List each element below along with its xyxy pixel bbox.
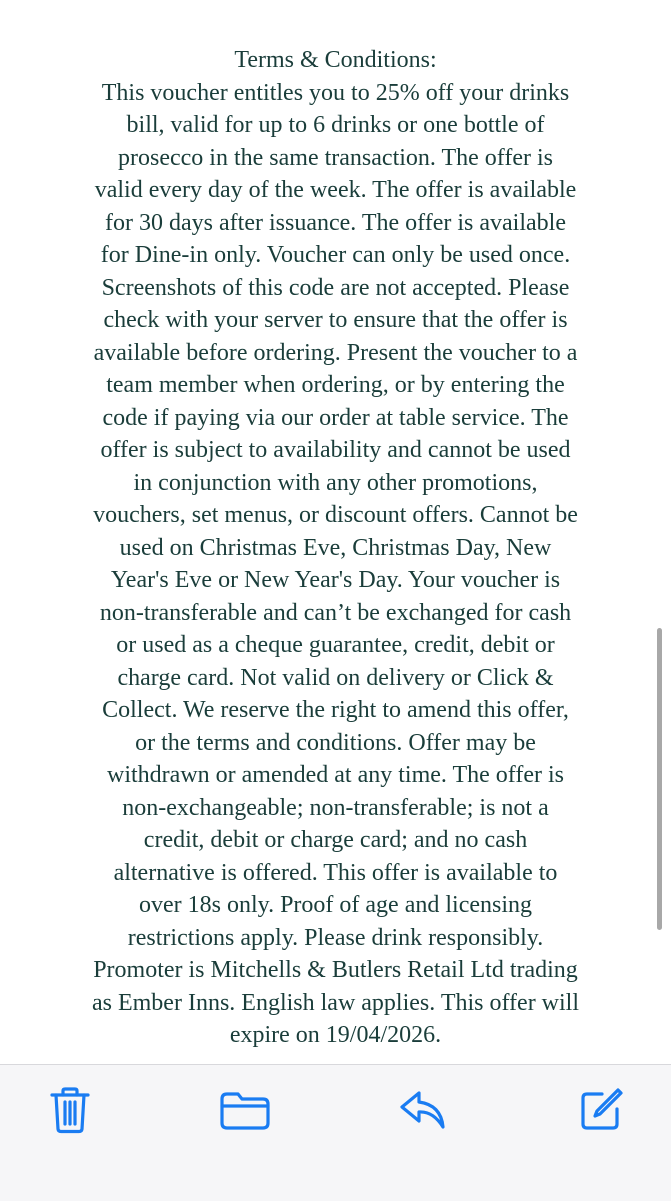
terms-line: for Dine-in only. Voucher can only be used once. (100, 242, 571, 268)
terms-line: offer is subject to availability and cannot be used (100, 437, 571, 463)
terms-line: or the terms and conditions. Offer may be (135, 729, 536, 756)
compose-icon (578, 1087, 624, 1133)
reply-button[interactable] (394, 1082, 450, 1138)
terms-line: or used as a cheque guarantee, credit, debit or (116, 632, 555, 658)
trash-icon (48, 1086, 92, 1134)
terms-line: charge card. Not valid on delivery or Click & (117, 664, 554, 691)
terms-line: prosecco in the same transaction. The offer is (118, 144, 553, 171)
terms-line: credit, debit or charge card; and no cash (143, 827, 528, 853)
terms-line: restrictions apply. Please drink responsibly. (127, 924, 544, 951)
terms-line: vouchers, set menus, or discount offers. Cannot be (93, 502, 578, 528)
compose-button[interactable] (573, 1082, 629, 1138)
terms-line: withdrawn or amended at any time. The offer is (107, 762, 564, 788)
scrollbar[interactable] (657, 628, 662, 930)
terms-line: non-transferable and can’t be exchanged for cash (99, 599, 572, 626)
terms-line: Screenshots of this code are not accepted. Please (101, 274, 570, 301)
terms-line: in conjunction with any other promotions, (133, 469, 538, 496)
terms-line: for 30 days after issuance. The offer is available (105, 209, 566, 236)
terms-line: Collect. We reserve the right to amend this offer, (102, 697, 569, 723)
move-to-folder-button[interactable] (217, 1082, 273, 1138)
terms-line: non-exchangeable; non-transferable; is not a (122, 794, 549, 821)
terms-line: as Ember Inns. English law applies. This offer will (91, 989, 580, 1016)
folder-icon (219, 1089, 271, 1131)
terms-line: alternative is offered. This offer is available to (113, 859, 558, 886)
terms-line: used on Christmas Eve, Christmas Day, New (119, 534, 552, 561)
terms-line: Year's Eve or New Year's Day. Your voucher is (110, 567, 561, 593)
terms-line: valid every day of the week. The offer is available (94, 177, 577, 203)
delete-button[interactable] (42, 1082, 98, 1138)
terms-line: available before ordering. Present the voucher to a (93, 339, 578, 366)
reply-icon (397, 1089, 447, 1131)
bottom-toolbar (0, 1064, 671, 1201)
terms-line: This voucher entitles you to 25% off your drinks (101, 79, 570, 106)
terms-line: Promoter is Mitchells & Butlers Retail Ltd trading (93, 957, 578, 983)
terms-line: Terms & Conditions: (234, 47, 437, 73)
terms-and-conditions-text (56, 44, 615, 1056)
terms-line: bill, valid for up to 6 drinks or one bottle of (126, 112, 545, 138)
terms-line: team member when ordering, or by entering the (106, 372, 565, 398)
terms-line: expire on 19/04/2026. (229, 1022, 442, 1048)
terms-line: over 18s only. Proof of age and licensing (138, 892, 533, 918)
terms-line: code if paying via our order at table service. The (102, 404, 569, 431)
terms-line: check with your server to ensure that the offer is (103, 307, 568, 333)
